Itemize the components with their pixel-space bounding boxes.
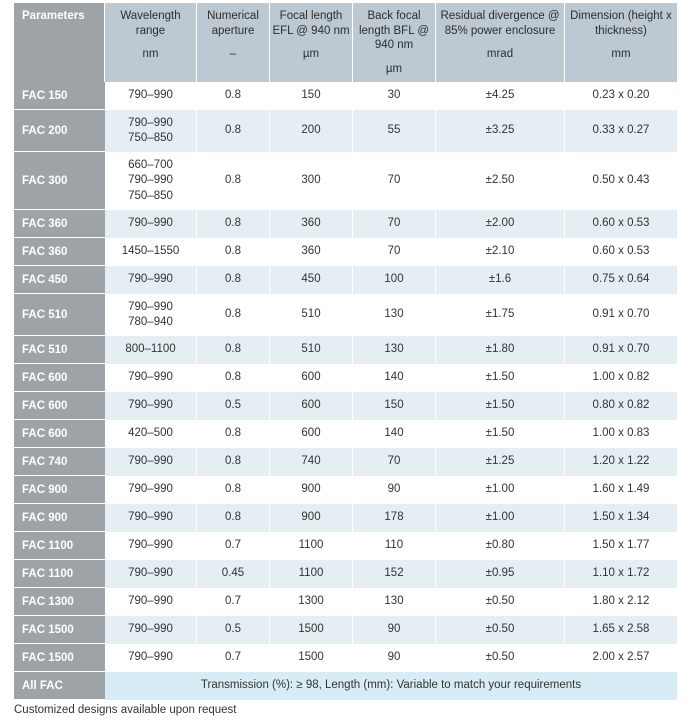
cell-numerical-aperture: 0.8: [197, 266, 270, 294]
cell-dimension: 1.10 x 1.72: [565, 560, 678, 588]
cell-bfl: 90: [353, 616, 436, 644]
cell-divergence: ±1.80: [436, 336, 565, 364]
cell-bfl: 70: [353, 152, 436, 210]
cell-dimension: 0.91 x 0.70: [565, 294, 678, 336]
cell-numerical-aperture: 0.45: [197, 560, 270, 588]
cell-wavelength: [105, 110, 197, 152]
cell-dimension: 0.91 x 0.70: [565, 336, 678, 364]
row-label: FAC 510: [14, 336, 105, 364]
cell-efl: 600: [270, 420, 353, 448]
wavelength-value: 780–940: [128, 316, 173, 328]
cell-efl: 740: [270, 448, 353, 476]
cell-efl: 600: [270, 364, 353, 392]
cell-numerical-aperture: 0.8: [197, 364, 270, 392]
header-label: Numerical aperture: [207, 10, 259, 37]
wavelength-value: 790–990: [128, 399, 173, 412]
cell-numerical-aperture: 0.5: [197, 616, 270, 644]
table-body: [14, 82, 678, 700]
wavelength-value: 790–990: [128, 273, 173, 286]
header-dimension: [565, 3, 678, 82]
cell-wavelength: [105, 336, 197, 364]
cell-efl: 900: [270, 476, 353, 504]
cell-wavelength: [105, 476, 197, 504]
table-row: [14, 210, 678, 238]
cell-numerical-aperture: 0.8: [197, 476, 270, 504]
cell-divergence: ±1.75: [436, 294, 565, 336]
cell-dimension: 0.80 x 0.82: [565, 392, 678, 420]
row-label: FAC 510: [14, 294, 105, 336]
cell-dimension: 1.60 x 1.49: [565, 476, 678, 504]
row-label: FAC 360: [14, 210, 105, 238]
cell-bfl: 178: [353, 504, 436, 532]
row-label: All FAC: [14, 672, 105, 700]
table-row: [14, 392, 678, 420]
wavelength-value: 790–990: [128, 455, 173, 468]
cell-wavelength: [105, 392, 197, 420]
header-focal-length-efl: [270, 3, 353, 82]
table-row: [14, 238, 678, 266]
cell-dimension: 1.00 x 0.83: [565, 420, 678, 448]
cell-divergence: ±3.25: [436, 110, 565, 152]
wavelength-value: 790–990: [128, 483, 173, 496]
wavelength-value: 660–700: [128, 158, 173, 171]
cell-numerical-aperture: 0.8: [197, 238, 270, 266]
header-label: Focal length EFL @ 940 nm: [272, 10, 350, 37]
table-row: [14, 420, 678, 448]
cell-efl: 1100: [270, 560, 353, 588]
cell-efl: 1100: [270, 532, 353, 560]
row-label: FAC 200: [14, 110, 105, 152]
header-label: Wavelength range: [120, 10, 181, 37]
row-label: FAC 900: [14, 504, 105, 532]
row-label: FAC 1500: [14, 616, 105, 644]
wavelength-value: 790–990: [128, 567, 173, 580]
table-row: [14, 476, 678, 504]
row-label: FAC 1500: [14, 644, 105, 672]
cell-dimension: 0.23 x 0.20: [565, 82, 678, 110]
row-label: FAC 360: [14, 238, 105, 266]
cell-divergence: ±1.50: [436, 364, 565, 392]
cell-numerical-aperture: 0.8: [197, 336, 270, 364]
cell-bfl: 130: [353, 294, 436, 336]
custom-design-note: Customized designs available upon request: [14, 704, 237, 716]
cell-numerical-aperture: 0.8: [197, 210, 270, 238]
wavelength-value: 790–990: [128, 116, 173, 129]
header-label: Parameters: [22, 10, 85, 22]
cell-wavelength: [105, 532, 197, 560]
header-row: [14, 3, 678, 82]
cell-numerical-aperture: 0.8: [197, 110, 270, 152]
wavelength-value: 790–990: [128, 623, 173, 636]
wavelength-value: 790–990: [128, 174, 173, 187]
cell-wavelength: [105, 616, 197, 644]
cell-efl: 450: [270, 266, 353, 294]
cell-wavelength: [105, 504, 197, 532]
cell-wavelength: [105, 238, 197, 266]
cell-divergence: ±0.50: [436, 616, 565, 644]
row-label: FAC 600: [14, 364, 105, 392]
cell-wavelength: [105, 364, 197, 392]
cell-divergence: ±0.50: [436, 644, 565, 672]
cell-bfl: 70: [353, 238, 436, 266]
cell-bfl: 90: [353, 476, 436, 504]
table-row: [14, 364, 678, 392]
cell-wavelength: [105, 588, 197, 616]
cell-efl: 510: [270, 294, 353, 336]
table-row: [14, 82, 678, 110]
header-label: Dimension (height x thickness): [570, 10, 672, 37]
cell-efl: 360: [270, 238, 353, 266]
cell-dimension: 1.50 x 1.34: [565, 504, 678, 532]
header-unit: nm: [142, 48, 159, 60]
row-label: FAC 600: [14, 392, 105, 420]
row-label: FAC 300: [14, 152, 105, 210]
wavelength-value: 790–990: [128, 217, 173, 230]
table-row: [14, 336, 678, 364]
wavelength-value: 420–500: [128, 427, 173, 440]
cell-dimension: 2.00 x 2.57: [565, 644, 678, 672]
header-back-focal-length-bfl: [353, 3, 436, 82]
cell-bfl: 100: [353, 266, 436, 294]
cell-dimension: 0.60 x 0.53: [565, 210, 678, 238]
cell-efl: 510: [270, 336, 353, 364]
cell-bfl: 90: [353, 644, 436, 672]
cell-bfl: 70: [353, 210, 436, 238]
table-row: [14, 266, 678, 294]
cell-dimension: 0.60 x 0.53: [565, 238, 678, 266]
cell-bfl: 140: [353, 420, 436, 448]
table-row: [14, 152, 678, 210]
cell-dimension: 1.65 x 2.58: [565, 616, 678, 644]
header-wavelength-range: [105, 3, 197, 82]
cell-efl: 360: [270, 210, 353, 238]
row-label: FAC 150: [14, 82, 105, 110]
cell-dimension: 1.80 x 2.12: [565, 588, 678, 616]
cell-dimension: 0.50 x 0.43: [565, 152, 678, 210]
cell-efl: 600: [270, 392, 353, 420]
wavelength-value: 750–850: [128, 132, 173, 144]
wavelength-value: 790–990: [128, 651, 173, 664]
wavelength-value: 1450–1550: [121, 245, 180, 258]
cell-wavelength: [105, 210, 197, 238]
cell-divergence: ±1.50: [436, 392, 565, 420]
cell-bfl: 70: [353, 448, 436, 476]
cell-efl: 1500: [270, 644, 353, 672]
wavelength-value: 750–850: [128, 189, 173, 202]
cell-divergence: ±2.00: [436, 210, 565, 238]
cell-dimension: 1.00 x 0.82: [565, 364, 678, 392]
table-row: [14, 616, 678, 644]
row-label: FAC 1300: [14, 588, 105, 616]
cell-numerical-aperture: 0.7: [197, 532, 270, 560]
cell-wavelength: [105, 266, 197, 294]
header-unit: µm: [302, 48, 320, 60]
cell-bfl: 130: [353, 588, 436, 616]
cell-divergence: ±2.50: [436, 152, 565, 210]
cell-bfl: 150: [353, 392, 436, 420]
wavelength-value: 790–990: [128, 300, 173, 313]
table-row: [14, 294, 678, 336]
cell-dimension: 0.75 x 0.64: [565, 266, 678, 294]
cell-efl: 150: [270, 82, 353, 110]
wavelength-value: 790–990: [128, 539, 173, 552]
row-label: FAC 1100: [14, 532, 105, 560]
cell-efl: 1300: [270, 588, 353, 616]
footer-text: Transmission (%): ≥ 98, Length (mm): Variable to match your requirements: [105, 672, 678, 700]
header-label: Back focal length BFL @ 940 nm: [358, 10, 430, 51]
cell-numerical-aperture: 0.7: [197, 644, 270, 672]
header-unit: mrad: [486, 48, 514, 60]
cell-numerical-aperture: 0.8: [197, 152, 270, 210]
cell-numerical-aperture: 0.8: [197, 294, 270, 336]
cell-wavelength: [105, 82, 197, 110]
wavelength-value: 790–990: [128, 89, 173, 102]
cell-wavelength: [105, 560, 197, 588]
cell-numerical-aperture: 0.8: [197, 420, 270, 448]
header-unit: –: [229, 48, 237, 60]
cell-numerical-aperture: 0.8: [197, 504, 270, 532]
cell-numerical-aperture: 0.8: [197, 448, 270, 476]
row-label: FAC 900: [14, 476, 105, 504]
cell-divergence: ±1.25: [436, 448, 565, 476]
table-row: [14, 532, 678, 560]
fac-specs-table: [14, 3, 678, 700]
cell-wavelength: [105, 644, 197, 672]
cell-efl: 1500: [270, 616, 353, 644]
cell-numerical-aperture: 0.5: [197, 392, 270, 420]
header-residual-divergence: [436, 3, 565, 82]
table-row: [14, 504, 678, 532]
cell-divergence: ±4.25: [436, 82, 565, 110]
cell-dimension: 0.33 x 0.27: [565, 110, 678, 152]
cell-divergence: ±0.80: [436, 532, 565, 560]
cell-divergence: ±1.00: [436, 476, 565, 504]
cell-efl: 200: [270, 110, 353, 152]
header-unit: mm: [611, 48, 631, 60]
header-label: Residual divergence @ 85% power enclosure: [440, 10, 560, 37]
footer-row: [14, 672, 678, 700]
cell-divergence: ±1.00: [436, 504, 565, 532]
cell-wavelength: [105, 152, 197, 210]
cell-numerical-aperture: 0.8: [197, 82, 270, 110]
header-unit: µm: [385, 62, 403, 75]
cell-divergence: ±1.6: [436, 266, 565, 294]
table-row: [14, 644, 678, 672]
cell-dimension: 1.20 x 1.22: [565, 448, 678, 476]
header-numerical-aperture: [197, 3, 270, 82]
row-label: FAC 1100: [14, 560, 105, 588]
header-parameters: [14, 3, 105, 82]
cell-bfl: 110: [353, 532, 436, 560]
cell-bfl: 152: [353, 560, 436, 588]
wavelength-value: 790–990: [128, 371, 173, 384]
cell-wavelength: [105, 448, 197, 476]
wavelength-value: 790–990: [128, 595, 173, 608]
cell-divergence: ±1.50: [436, 420, 565, 448]
cell-efl: 900: [270, 504, 353, 532]
cell-dimension: 1.50 x 1.77: [565, 532, 678, 560]
cell-divergence: ±0.95: [436, 560, 565, 588]
wavelength-value: 800–1100: [125, 343, 176, 356]
row-label: FAC 740: [14, 448, 105, 476]
cell-efl: 300: [270, 152, 353, 210]
cell-numerical-aperture: 0.7: [197, 588, 270, 616]
cell-divergence: ±0.50: [436, 588, 565, 616]
cell-bfl: 30: [353, 82, 436, 110]
row-label: FAC 450: [14, 266, 105, 294]
cell-wavelength: [105, 420, 197, 448]
wavelength-value: 790–990: [128, 511, 173, 524]
row-label: FAC 600: [14, 420, 105, 448]
cell-divergence: ±2.10: [436, 238, 565, 266]
table-row: [14, 560, 678, 588]
cell-wavelength: [105, 294, 197, 336]
cell-bfl: 55: [353, 110, 436, 152]
table-row: [14, 588, 678, 616]
cell-bfl: 130: [353, 336, 436, 364]
cell-bfl: 140: [353, 364, 436, 392]
table-row: [14, 448, 678, 476]
table-row: [14, 110, 678, 152]
